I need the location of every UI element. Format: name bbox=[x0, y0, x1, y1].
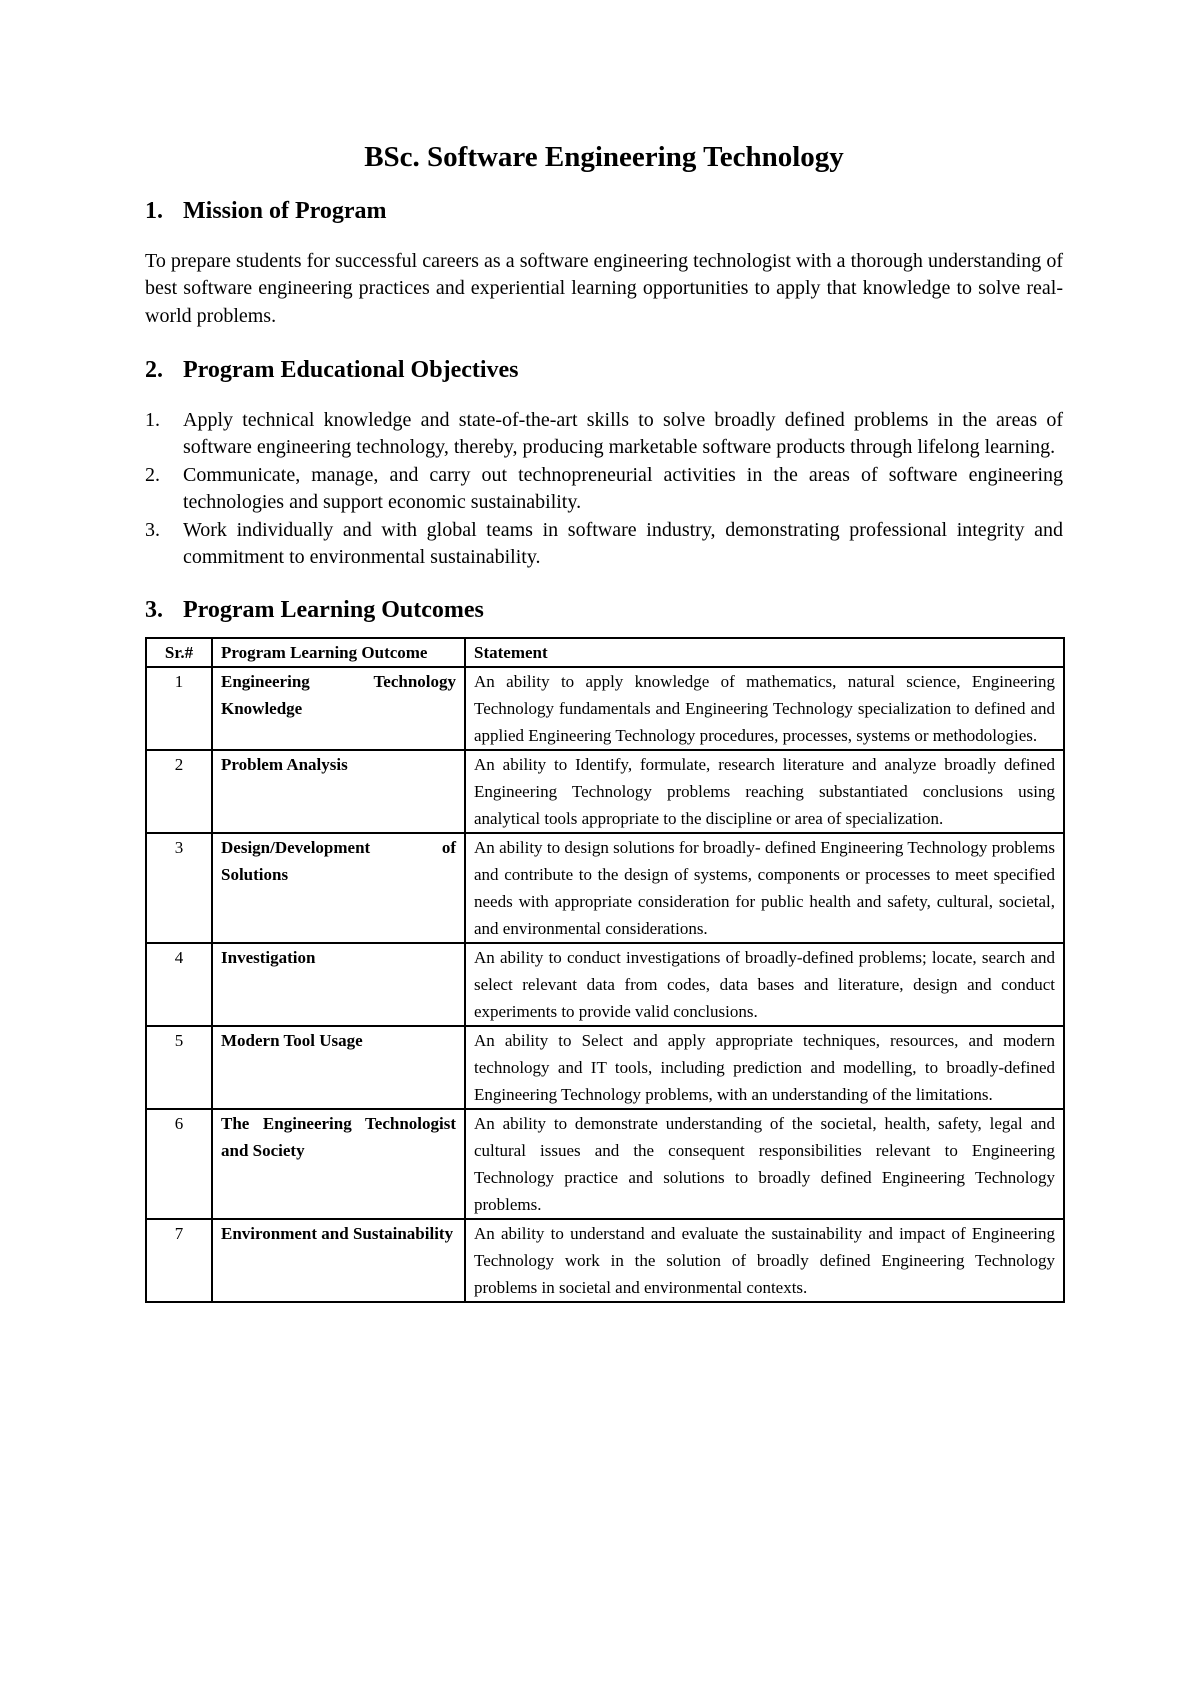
row-number: 6 bbox=[146, 1109, 212, 1219]
objectives-number: 2. bbox=[145, 357, 163, 384]
outcome-name: Investigation bbox=[212, 943, 465, 1026]
outcome-statement: An ability to demonstrate understanding of the societal, health, safety, legal and cultural issues and the consequent responsibilities relevant to Engineering Technology practice and solutions to broadly defined Engineering Technology problems. bbox=[465, 1109, 1064, 1219]
objectives-heading bbox=[145, 356, 1063, 385]
table-row bbox=[146, 1109, 1064, 1219]
column-header-sr: Sr.# bbox=[146, 638, 212, 667]
objectives-heading-text: Program Educational Objectives bbox=[183, 357, 519, 384]
objective-text: Apply technical knowledge and state-of-the-art skills to solve broadly defined problems in the areas of software engineering technology, thereby, producing marketable software products through lifelong learning. bbox=[183, 408, 1063, 459]
objective-number: 3. bbox=[145, 518, 160, 541]
column-header-statement: Statement bbox=[465, 638, 1064, 667]
outcomes-number: 3. bbox=[145, 596, 163, 623]
objective-text: Work individually and with global teams in software industry, demonstrating professional integrity and commitment to environmental sustainability. bbox=[183, 518, 1063, 569]
outcome-name: Problem Analysis bbox=[212, 750, 465, 833]
row-number: 4 bbox=[146, 943, 212, 1026]
outcome-statement: An ability to conduct investigations of broadly-defined problems; locate, search and select relevant data from codes, data bases and literature, design and conduct experiments to provide valid conclusions. bbox=[465, 943, 1064, 1026]
outcomes-heading bbox=[145, 596, 1063, 625]
outcome-name: Environment and Sustainability bbox=[212, 1219, 465, 1302]
row-number: 5 bbox=[146, 1026, 212, 1109]
outcome-statement: An ability to apply knowledge of mathematics, natural science, Engineering Technology fundamentals and Engineering Technology specialization to defined and applied Engineering Technology procedures, processes, systems or methodologies. bbox=[465, 667, 1064, 750]
table-row bbox=[146, 833, 1064, 943]
page-title: BSc. Software Engineering Technology bbox=[364, 141, 844, 173]
table-header-row bbox=[146, 638, 1064, 667]
mission-text: To prepare students for successful careers as a software engineering technologist with a thorough understanding of best software engineering practices and experiential learning opportunities to apply that knowledge to solve real-world problems. bbox=[145, 249, 1063, 327]
objective-text: Communicate, manage, and carry out technopreneurial activities in the areas of software engineering technologies and support economic sustainability. bbox=[183, 463, 1063, 514]
outcome-statement: An ability to design solutions for broadly- defined Engineering Technology problems and contribute to the design of systems, components or processes to meet specified needs with appropriate consideration for public health and safety, cultural, societal, and environmental considerations. bbox=[465, 833, 1064, 943]
column-header-outcome: Program Learning Outcome bbox=[212, 638, 465, 667]
row-number: 2 bbox=[146, 750, 212, 833]
outcomes-table bbox=[145, 637, 1065, 1303]
objective-item bbox=[145, 407, 1063, 462]
outcome-statement: An ability to understand and evaluate the sustainability and impact of Engineering Technology work in the solution of broadly defined Engineering Technology problems in societal and environmental contexts. bbox=[465, 1219, 1064, 1302]
row-number: 3 bbox=[146, 833, 212, 943]
objective-number: 2. bbox=[145, 463, 160, 486]
table-row bbox=[146, 750, 1064, 833]
table-row bbox=[146, 667, 1064, 750]
objective-item bbox=[145, 462, 1063, 517]
outcomes-heading-text: Program Learning Outcomes bbox=[183, 596, 484, 623]
mission-number: 1. bbox=[145, 197, 163, 224]
outcome-name: Design/Development of Solutions bbox=[212, 833, 465, 943]
outcome-name: Modern Tool Usage bbox=[212, 1026, 465, 1109]
table-row bbox=[146, 1219, 1064, 1302]
outcome-name: Engineering Technology Knowledge bbox=[212, 667, 465, 750]
outcome-statement: An ability to Identify, formulate, research literature and analyze broadly defined Engineering Technology problems reaching substantiated conclusions using analytical tools appropriate to the discipline or area of specialization. bbox=[465, 750, 1064, 833]
document-page bbox=[145, 140, 1063, 1303]
row-number: 7 bbox=[146, 1219, 212, 1302]
mission-heading-text: Mission of Program bbox=[183, 197, 387, 224]
objective-item bbox=[145, 517, 1063, 572]
objectives-list bbox=[145, 407, 1063, 572]
table-row bbox=[146, 1026, 1064, 1109]
row-number: 1 bbox=[146, 667, 212, 750]
objective-number: 1. bbox=[145, 408, 160, 431]
outcome-name: The Engineering Technologist and Society bbox=[212, 1109, 465, 1219]
outcome-statement: An ability to Select and apply appropriate techniques, resources, and modern technology and IT tools, including prediction and modelling, to broadly-defined Engineering Technology problems, with an understanding of the limitations. bbox=[465, 1026, 1064, 1109]
mission-heading bbox=[145, 197, 1063, 226]
table-row bbox=[146, 943, 1064, 1026]
